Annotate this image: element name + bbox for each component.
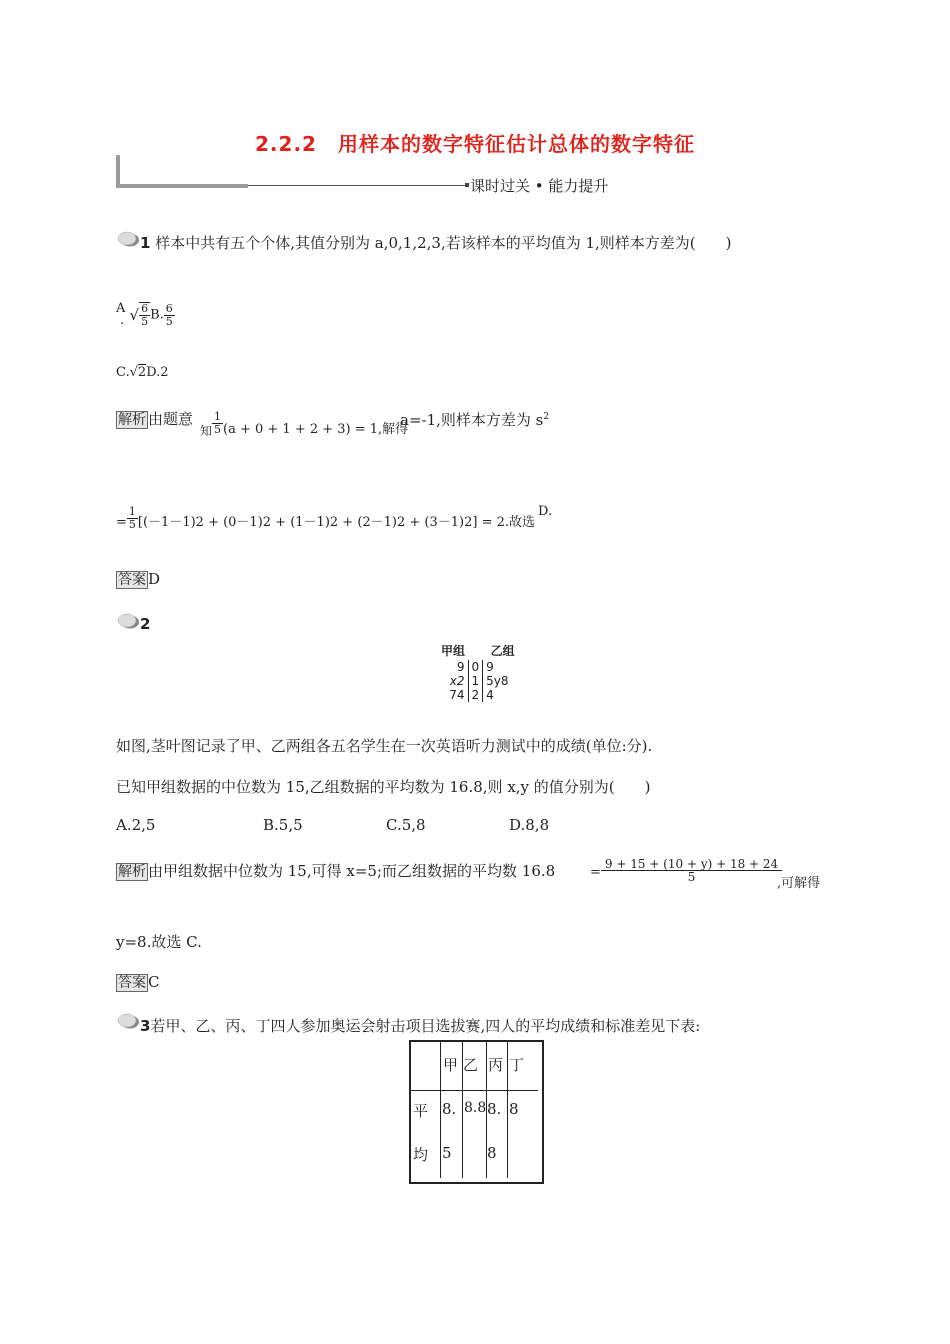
q1-option-b-prefix: B. xyxy=(150,307,164,323)
table-header: 甲 xyxy=(443,1056,459,1074)
q1-option-a-frac: $\frac{6}{5}$ xyxy=(141,302,149,328)
sqrt-icon: √ xyxy=(129,365,138,380)
question-circle-icon xyxy=(117,231,139,247)
q1-option-c-prefix: C. xyxy=(116,365,130,380)
q3-text: 若甲、乙、丙、丁四人参加奥运会射击项目选拔赛,四人的平均成绩和标准差见下表: xyxy=(150,1017,701,1035)
q1-analysis-formula xyxy=(200,411,408,439)
header-bar-thick xyxy=(116,184,248,188)
q2-option-c: C.5,8 xyxy=(386,816,426,834)
q2-analysis-text-1: 由甲组数据中位数为 15,可得 x=5;而乙组数据的平均数 16.8 xyxy=(148,862,556,880)
q1-option-c-radicand: 2 xyxy=(137,365,147,380)
q2-option-d: D.8,8 xyxy=(509,816,550,834)
stem-leaf-plot xyxy=(438,644,518,702)
table-header: 乙 xyxy=(463,1056,479,1074)
table-cell: 8 xyxy=(487,1144,497,1162)
q2-number: 2 xyxy=(140,615,151,633)
table-cell: 8 xyxy=(509,1100,519,1118)
q2-option-a: A.2,5 xyxy=(116,816,156,834)
q1-answer xyxy=(116,569,160,589)
table-cell: 5 xyxy=(442,1144,452,1162)
stem-leaf-stem: 0 xyxy=(468,660,483,674)
q2-analysis-formula xyxy=(590,858,782,883)
q1-option-cd xyxy=(116,365,169,380)
q1-number: 1 xyxy=(140,234,151,252)
stem-leaf-stem: 1 xyxy=(468,674,483,688)
q1-analysis-eq: = xyxy=(116,515,127,530)
q1-analysis-sup: 2 xyxy=(543,412,550,422)
table-header: 丁 xyxy=(509,1056,525,1074)
question-circle-icon xyxy=(117,1013,139,1029)
q2-analysis-text-2: ,可解得 xyxy=(777,876,821,891)
q1-analysis-formula-2 xyxy=(116,506,535,531)
q2-answer xyxy=(116,972,159,992)
q1-analysis-zhi: 知 xyxy=(200,424,213,438)
table-cell: 8. xyxy=(487,1100,502,1118)
q1-analysis-text-1: 由题意 xyxy=(148,410,194,428)
stem-leaf-stem: 2 xyxy=(468,688,483,702)
q3-number: 3 xyxy=(140,1017,151,1035)
q1-stem xyxy=(140,232,732,253)
q1-option-b-frac: $\frac{6}{5}$ xyxy=(165,301,173,328)
q2-analysis-text-3: y=8.故选 C. xyxy=(116,933,202,951)
q1-analysis-frac2: $\frac{1}{5}$ xyxy=(128,505,136,531)
stem-leaf-right: 4 xyxy=(486,688,494,702)
q1-analysis-end: D. xyxy=(538,504,553,519)
q1-option-d: D.2 xyxy=(146,365,169,380)
answer-tag: 答案 xyxy=(118,572,146,588)
stem-leaf-left: 74 xyxy=(449,688,465,702)
q1-analysis-text-2-wrap xyxy=(400,409,549,430)
q1-option-a-dot: . xyxy=(120,313,125,328)
stem-leaf-right: 5y8 xyxy=(486,674,509,688)
q2-stem xyxy=(140,615,150,633)
score-table xyxy=(409,1040,544,1184)
q2-text-2: 已知甲组数据的中位数为 15,乙组数据的平均数为 16.8,则 x,y 的值分别为( ) xyxy=(116,778,651,796)
q1-option-ab xyxy=(116,302,175,328)
header-bar-thin xyxy=(248,185,466,186)
q2-analysis-frac: $\frac{9 + 15 + (10 + y) + 18 + 24}{5}$ xyxy=(601,858,782,883)
stem-leaf-left-header: 甲组 xyxy=(441,644,466,658)
q3-stem xyxy=(140,1015,700,1036)
stem-leaf-left: x2 xyxy=(449,674,465,688)
table-cell: 8.8 xyxy=(464,1100,487,1116)
stem-leaf-right: 9 xyxy=(486,660,494,674)
q2-text-1: 如图,茎叶图记录了甲、乙两组各五名学生在一次英语听力测试中的成绩(单位:分). xyxy=(116,737,653,755)
table-cell: 8. xyxy=(442,1100,457,1118)
q2-analysis-line1 xyxy=(116,860,555,881)
analysis-tag: 解析 xyxy=(118,412,146,428)
q2-answer-value: C xyxy=(148,973,160,991)
stem-leaf-right-header: 乙组 xyxy=(490,644,515,658)
header-bar-marker xyxy=(465,183,469,187)
q1-analysis-expr: (a + 0 + 1 + 2 + 3) = 1,解得 xyxy=(223,422,409,437)
analysis-tag: 解析 xyxy=(118,864,146,880)
page-title: 2.2.2 用样本的数字特征估计总体的数字特征 xyxy=(255,132,695,156)
q1-analysis-text-2: a=-1,则样本方差为 s xyxy=(400,411,544,429)
q1-text: 样本中共有五个个体,其值分别为 a,0,1,2,3,若该样本的平均值为 1,则样本方差为( ) xyxy=(155,234,732,252)
q1-answer-value: D xyxy=(148,570,161,588)
q1-analysis-line1 xyxy=(116,408,193,429)
section-label: 课时过关 • 能力提升 xyxy=(470,177,609,195)
table-header: 丙 xyxy=(488,1056,504,1074)
table-row-label: 平 xyxy=(413,1102,429,1120)
question-circle-icon xyxy=(117,613,139,629)
q2-analysis-eq: = xyxy=(590,865,601,880)
answer-tag: 答案 xyxy=(118,975,146,991)
stem-leaf-left: 9 xyxy=(456,660,465,674)
sqrt-icon: √ xyxy=(129,306,140,324)
table-row-label: 均 xyxy=(413,1146,429,1164)
q2-option-b: B.5,5 xyxy=(263,816,303,834)
q1-option-a-prefix: A xyxy=(116,301,126,316)
q1-analysis-expr2: [(－1－1)2 + (0－1)2 + (1－1)2 + (2－1)2 + (3－1)2] = 2.故选 xyxy=(137,515,536,530)
q1-analysis-frac: $\frac{1}{5}$ xyxy=(214,410,222,436)
header-bar-vertical xyxy=(116,155,120,187)
